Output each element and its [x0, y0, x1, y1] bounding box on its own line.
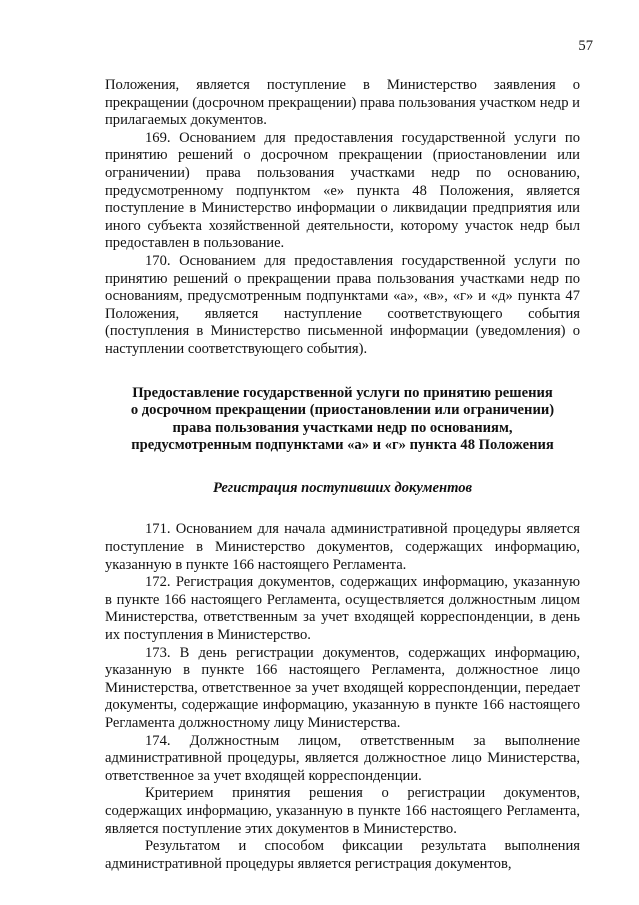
- paragraph-172: 172. Регистрация документов, содержащих информацию, указанную в пункте 166 настоящего Регламента, осуществляется должностным лицом Министерства, ответственным за учет входящей корреспонденции, в день их поступления в Министерство.: [105, 574, 580, 644]
- paragraph-171: 171. Основанием для начала административной процедуры является поступление в Министерство документов, содержащих информацию, указанную в пункте 166 настоящего Регламента.: [105, 521, 580, 573]
- section-heading-line: права пользования участками недр по основаниям,: [172, 419, 513, 436]
- paragraph-169: 169. Основанием для предоставления государственной услуги по принятию решений о досрочном прекращении (приостановлении или ограничении) права пользования участками недр по основанию, предусмотренному подпунктом «е» пункта 48 Положения, является поступление в Министерство информации о ликвидации предприятия или иного субъекта хозяйственной деятельности, которому участок недр был предоставлен в пользование.: [105, 129, 580, 252]
- paragraph-173: 173. В день регистрации документов, содержащих информацию, указанную в пункте 166 настоящего Регламента, должностное лицо Министерства, ответственное за учет входящей корреспонденции, передает документы, содержащие информацию, указанную в пункте 166 настоящего Регламента должностному лицу Министерства.: [105, 644, 580, 731]
- section-heading-line: Предоставление государственной услуги по принятию решения: [132, 384, 553, 401]
- procedure-paragraphs: [105, 521, 580, 873]
- paragraph-continuation: Положения, является поступление в Министерство заявления о прекращении (досрочном прекращении) права пользования участком недр и прилагаемых документов.: [105, 77, 580, 129]
- paragraph-174: 174. Должностным лицом, ответственным за выполнение административной процедуры, является должностное лицо Министерства, ответственное за учет входящей корреспонденции.: [105, 732, 580, 784]
- paragraph-170: 170. Основанием для предоставления государственной услуги по принятию решений о прекращении права пользования участками недр по основаниям, предусмотренным подпунктами «а», «в», «г» и «д» пункта 47 Положения, является наступление соответствующего события (поступления в Министерство письменной информации (уведомления) о наступлении соответствующего события).: [105, 252, 580, 357]
- page-content: [105, 77, 580, 873]
- paragraph-criterion: Критерием принятия решения о регистрации документов, содержащих информацию, указанную в пункте 166 настоящего Регламента, является поступление этих документов в Министерство.: [105, 785, 580, 837]
- section-heading-line: предусмотренным подпунктами «а» и «г» пункта 48 Положения: [131, 437, 554, 454]
- section-heading: [105, 385, 580, 455]
- section-heading-line: о досрочном прекращении (приостановлении или ограничении): [130, 402, 555, 419]
- paragraph-result: Результатом и способом фиксации результата выполнения административной процедуры является регистрация документов,: [105, 838, 580, 872]
- page-number: 57: [578, 38, 593, 54]
- sub-heading: Регистрация поступивших документов: [212, 479, 473, 496]
